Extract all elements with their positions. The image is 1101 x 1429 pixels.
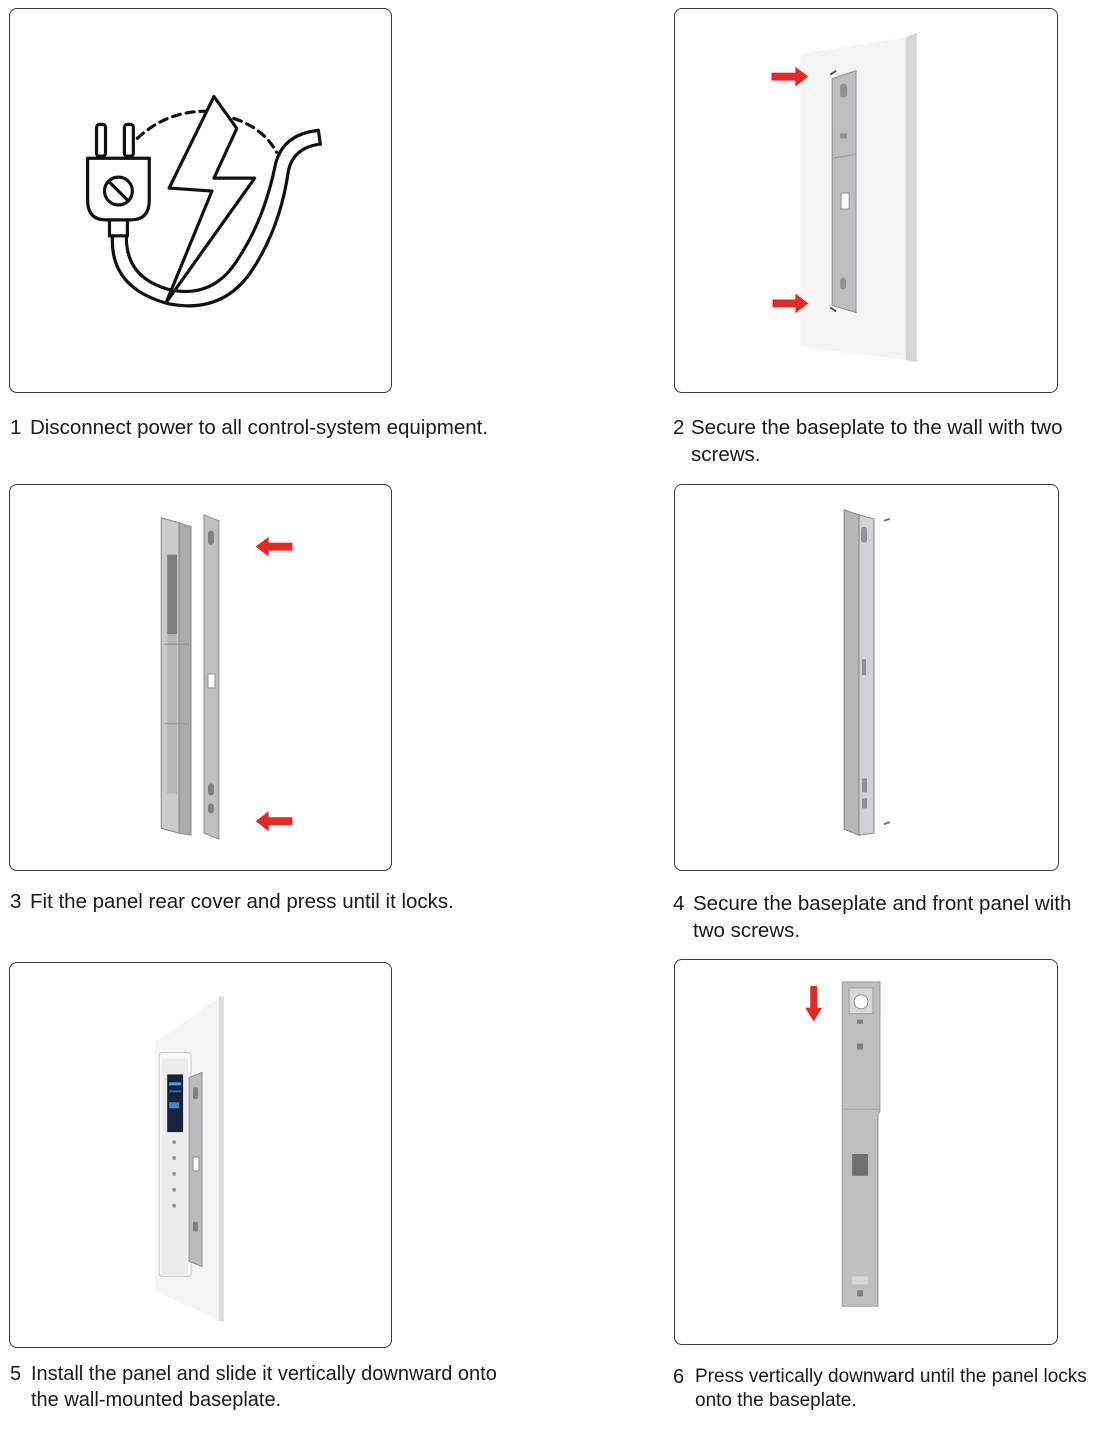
baseplate xyxy=(204,515,219,839)
front-panel xyxy=(159,1053,191,1277)
step-4-caption xyxy=(673,890,1083,944)
red-arrow-icon xyxy=(256,537,293,831)
baseplate xyxy=(842,982,880,1306)
step-1-caption xyxy=(10,414,530,441)
step-number: 4 xyxy=(673,892,685,915)
step-number: 1 xyxy=(10,416,22,439)
baseplate xyxy=(832,71,856,313)
panel-assembly xyxy=(844,510,874,835)
step-5-illustration xyxy=(9,962,392,1348)
lightning-icon xyxy=(166,97,255,303)
step-4-illustration xyxy=(674,484,1059,871)
baseplate xyxy=(189,1072,202,1266)
unplug-icon xyxy=(10,9,391,392)
step-2-caption xyxy=(673,414,1083,468)
step-6-caption xyxy=(673,1365,1093,1413)
red-arrow-icon xyxy=(805,986,822,1022)
step-2-illustration xyxy=(674,8,1058,393)
step-text: Install the panel and slide it vertically downward onto the wall-mounted baseplate. xyxy=(31,1363,497,1411)
step-text: Secure the baseplate and front panel with two screws. xyxy=(693,892,1072,942)
step-text: Disconnect power to all control-system equipment. xyxy=(30,416,489,439)
step-number: 2 xyxy=(673,416,685,439)
rear-cover xyxy=(161,518,191,835)
step-text: Fit the panel rear cover and press until it locks. xyxy=(30,890,454,913)
step-number: 5 xyxy=(10,1363,22,1385)
step-1-illustration xyxy=(9,8,392,393)
step-3-caption xyxy=(10,888,530,915)
step-3-illustration xyxy=(9,484,392,871)
step-text: Press vertically downward until the panel locks onto the baseplate. xyxy=(695,1366,1087,1411)
step-number: 3 xyxy=(10,890,22,913)
step-number: 6 xyxy=(673,1366,685,1388)
step-text: Secure the baseplate to the wall with two screws. xyxy=(691,416,1063,466)
step-6-illustration xyxy=(674,959,1058,1345)
step-5-caption xyxy=(10,1361,500,1413)
